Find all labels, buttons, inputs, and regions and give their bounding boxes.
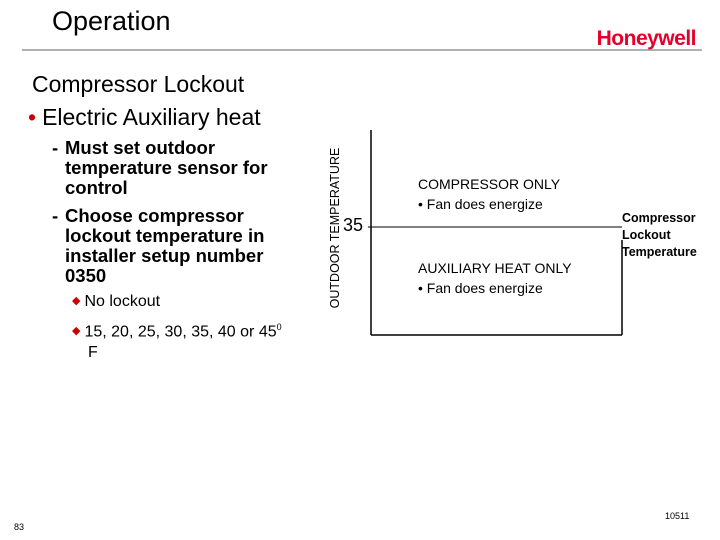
bullet-item: [28, 104, 261, 131]
page-title: Operation: [52, 6, 171, 36]
threshold-label-line: Compressor: [622, 211, 696, 225]
region-title: COMPRESSOR ONLY: [418, 176, 561, 192]
diamond-bullet-icon: ◆: [72, 325, 81, 338]
threshold-label-line: Temperature: [622, 245, 697, 259]
region-note: • Fan does energize: [418, 196, 543, 212]
auxiliary-heat-region: [418, 258, 572, 298]
threshold-label: [622, 210, 697, 261]
bullet-text: Electric Auxiliary heat: [42, 104, 261, 130]
dash-marker: -: [52, 137, 59, 158]
threshold-label-line: Lockout: [622, 228, 671, 242]
degree-superscript: 0: [276, 322, 282, 332]
sub-item-sensor: [52, 138, 292, 198]
axis-label: OUTDOOR TEMPERATURE: [328, 147, 342, 309]
option-unit: F: [88, 344, 98, 362]
option-no-lockout: [72, 292, 312, 313]
lockout-diagram: [340, 130, 630, 340]
sub-item-lockout-temp: [52, 206, 292, 286]
region-title: AUXILIARY HEAT ONLY: [418, 260, 572, 276]
bullet-dot-icon: •: [28, 104, 37, 130]
document-code: 10511: [665, 511, 690, 521]
compressor-only-region: [418, 174, 560, 214]
option-text: 15, 20, 25, 30, 35, 40 or 45: [84, 323, 277, 341]
threshold-tick-label: 35: [343, 215, 364, 235]
page-number: 83: [14, 522, 25, 532]
diamond-bullet-icon: ◆: [72, 295, 81, 307]
brand-logo: Honeywell: [596, 27, 696, 50]
option-text: No lockout: [84, 293, 161, 310]
region-note: • Fan does energize: [418, 280, 543, 296]
section-heading: Compressor Lockout: [32, 71, 245, 97]
dash-marker: -: [52, 205, 59, 226]
sub-item-text: Choose compressor lockout temperature in installer setup number 0350: [65, 205, 265, 286]
sub-item-text: Must set outdoor temperature sensor for control: [65, 137, 268, 198]
option-temperatures: [72, 317, 312, 363]
